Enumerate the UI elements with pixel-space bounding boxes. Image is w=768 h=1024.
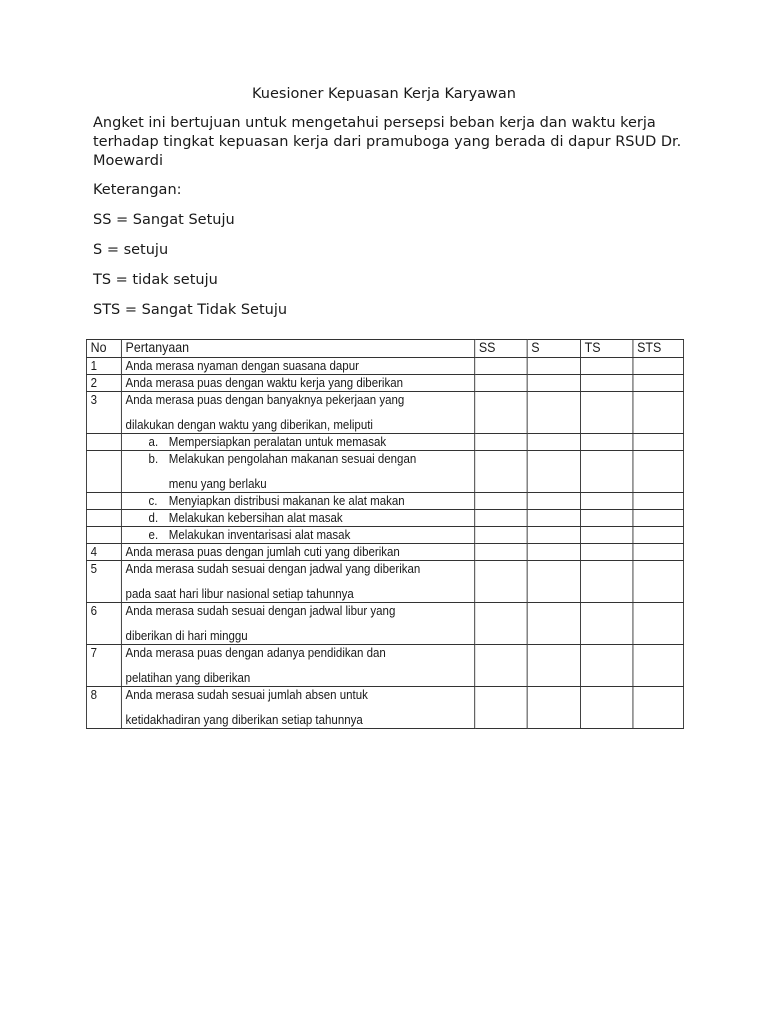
sub-text: Melakukan inventarisasi alat masak — [168, 528, 351, 542]
answer-cell-sts[interactable] — [633, 687, 684, 729]
table-row — [86, 645, 683, 687]
answer-cell-ts[interactable] — [581, 358, 633, 375]
answer-cell-ss[interactable] — [475, 434, 527, 451]
row-number: 6 — [86, 603, 121, 645]
answer-cell-s[interactable] — [527, 510, 580, 527]
answer-cell-ts[interactable] — [581, 375, 633, 392]
sub-question-text — [121, 527, 474, 544]
answer-cell-ss[interactable] — [475, 493, 527, 510]
row-number: 2 — [86, 375, 121, 392]
row-number — [86, 434, 121, 451]
answer-cell-sts[interactable] — [633, 434, 684, 451]
answer-cell-ts[interactable] — [581, 603, 633, 645]
table-row — [86, 561, 683, 603]
answer-cell-ss[interactable] — [475, 603, 527, 645]
answer-cell-ss[interactable] — [475, 451, 527, 493]
question-text-line2: dilakukan dengan waktu yang diberikan, meliputi — [125, 418, 373, 432]
answer-cell-ts[interactable] — [581, 451, 633, 493]
answer-cell-sts[interactable] — [633, 527, 684, 544]
table-row — [86, 392, 683, 434]
row-number — [86, 527, 121, 544]
answer-cell-s[interactable] — [527, 544, 580, 561]
sub-text-line1: Melakukan pengolahan makanan sesuai dengan — [168, 452, 417, 466]
header-s: S — [527, 340, 580, 358]
intro-paragraph: Angket ini bertujuan untuk mengetahui persepsi beban kerja dan waktu kerja terhadap tingkat kepuasan kerja dari pramuboga yang berada di dapur RSUD Dr. Moewardi — [93, 115, 682, 169]
table-row — [86, 434, 683, 451]
answer-cell-s[interactable] — [527, 561, 580, 603]
row-number — [86, 451, 121, 493]
legend-ss: SS = Sangat Setuju — [93, 212, 235, 228]
answer-cell-s[interactable] — [527, 603, 580, 645]
document-title: Kuesioner Kepuasan Kerja Karyawan — [252, 86, 516, 102]
table-row — [86, 687, 683, 729]
legend-s: S = setuju — [93, 242, 169, 258]
answer-cell-sts[interactable] — [633, 544, 684, 561]
answer-cell-ts[interactable] — [581, 510, 633, 527]
answer-cell-sts[interactable] — [633, 375, 684, 392]
question-text: Anda merasa nyaman dengan suasana dapur — [121, 358, 474, 375]
table-row — [86, 451, 683, 493]
question-text-line1: Anda merasa puas dengan adanya pendidikan dan — [125, 646, 386, 660]
answer-cell-ts[interactable] — [581, 687, 633, 729]
row-number: 4 — [86, 544, 121, 561]
answer-cell-ts[interactable] — [581, 493, 633, 510]
question-text-line2: pelatihan yang diberikan — [125, 671, 251, 685]
sub-question-text — [121, 510, 474, 527]
header-ss: SS — [475, 340, 527, 358]
question-text-line2: pada saat hari libur nasional setiap tahunnya — [125, 587, 354, 601]
answer-cell-sts[interactable] — [633, 392, 684, 434]
answer-cell-s[interactable] — [527, 493, 580, 510]
sub-text-line2: menu yang berlaku — [168, 477, 267, 491]
answer-cell-ss[interactable] — [475, 358, 527, 375]
answer-cell-sts[interactable] — [633, 451, 684, 493]
answer-cell-ts[interactable] — [581, 527, 633, 544]
question-text: Anda merasa puas dengan jumlah cuti yang diberikan — [121, 544, 474, 561]
legend-heading: Keterangan: — [93, 182, 182, 198]
sub-question-text — [121, 451, 474, 493]
sub-question-text — [121, 493, 474, 510]
header-pertanyaan: Pertanyaan — [121, 340, 474, 358]
sub-letter: b. — [148, 452, 159, 466]
question-text: Anda merasa puas dengan waktu kerja yang diberikan — [121, 375, 474, 392]
answer-cell-ts[interactable] — [581, 645, 633, 687]
table-row — [86, 527, 683, 544]
table-row — [86, 375, 683, 392]
answer-cell-ts[interactable] — [581, 392, 633, 434]
answer-cell-s[interactable] — [527, 392, 580, 434]
question-text — [121, 561, 474, 603]
table-row — [86, 510, 683, 527]
answer-cell-ss[interactable] — [475, 510, 527, 527]
row-number: 5 — [86, 561, 121, 603]
answer-cell-ts[interactable] — [581, 561, 633, 603]
table-row — [86, 358, 683, 375]
answer-cell-sts[interactable] — [633, 358, 684, 375]
question-text — [121, 603, 474, 645]
row-number — [86, 493, 121, 510]
answer-cell-ss[interactable] — [475, 561, 527, 603]
answer-cell-s[interactable] — [527, 451, 580, 493]
answer-cell-s[interactable] — [527, 375, 580, 392]
table-row — [86, 544, 683, 561]
question-text — [121, 392, 474, 434]
legend-sts: STS = Sangat Tidak Setuju — [93, 302, 288, 318]
row-number: 1 — [86, 358, 121, 375]
question-text-line1: Anda merasa sudah sesuai dengan jadwal libur yang — [125, 604, 396, 618]
answer-cell-s[interactable] — [527, 527, 580, 544]
sub-text: Menyiapkan distribusi makanan ke alat makan — [168, 494, 405, 508]
answer-cell-ss[interactable] — [475, 687, 527, 729]
sub-letter: a. — [148, 435, 159, 449]
header-no: No — [86, 340, 121, 358]
answer-cell-sts[interactable] — [633, 603, 684, 645]
answer-cell-sts[interactable] — [633, 561, 684, 603]
answer-cell-s[interactable] — [527, 687, 580, 729]
answer-cell-ss[interactable] — [475, 375, 527, 392]
legend-ts: TS = tidak setuju — [93, 272, 218, 288]
questionnaire-table — [86, 339, 684, 729]
header-ts: TS — [581, 340, 633, 358]
answer-cell-sts[interactable] — [633, 645, 684, 687]
answer-cell-sts[interactable] — [633, 493, 684, 510]
answer-cell-ss[interactable] — [475, 527, 527, 544]
answer-cell-s[interactable] — [527, 358, 580, 375]
answer-cell-ss[interactable] — [475, 645, 527, 687]
row-number: 7 — [86, 645, 121, 687]
question-text-line1: Anda merasa puas dengan banyaknya pekerjaan yang — [125, 393, 405, 407]
row-number: 8 — [86, 687, 121, 729]
question-text-line2: diberikan di hari minggu — [125, 629, 248, 643]
table-row — [86, 603, 683, 645]
answer-cell-ss[interactable] — [475, 544, 527, 561]
row-number — [86, 510, 121, 527]
table-row — [86, 493, 683, 510]
question-text — [121, 645, 474, 687]
answer-cell-ts[interactable] — [581, 544, 633, 561]
answer-cell-ts[interactable] — [581, 434, 633, 451]
question-text — [121, 687, 474, 729]
sub-text: Melakukan kebersihan alat masak — [168, 511, 343, 525]
sub-letter: c. — [148, 494, 158, 508]
answer-cell-s[interactable] — [527, 645, 580, 687]
question-text-line1: Anda merasa sudah sesuai dengan jadwal yang diberikan — [125, 562, 421, 576]
question-text-line2: ketidakhadiran yang diberikan setiap tahunnya — [125, 713, 363, 727]
sub-text: Mempersiapkan peralatan untuk memasak — [168, 435, 387, 449]
sub-question-text — [121, 434, 474, 451]
question-text-line1: Anda merasa sudah sesuai jumlah absen untuk — [125, 688, 368, 702]
header-sts: STS — [633, 340, 684, 358]
sub-letter: d. — [148, 511, 159, 525]
answer-cell-sts[interactable] — [633, 510, 684, 527]
row-number: 3 — [86, 392, 121, 434]
sub-letter: e. — [148, 528, 159, 542]
answer-cell-ss[interactable] — [475, 392, 527, 434]
table-header-row — [86, 340, 683, 358]
answer-cell-s[interactable] — [527, 434, 580, 451]
